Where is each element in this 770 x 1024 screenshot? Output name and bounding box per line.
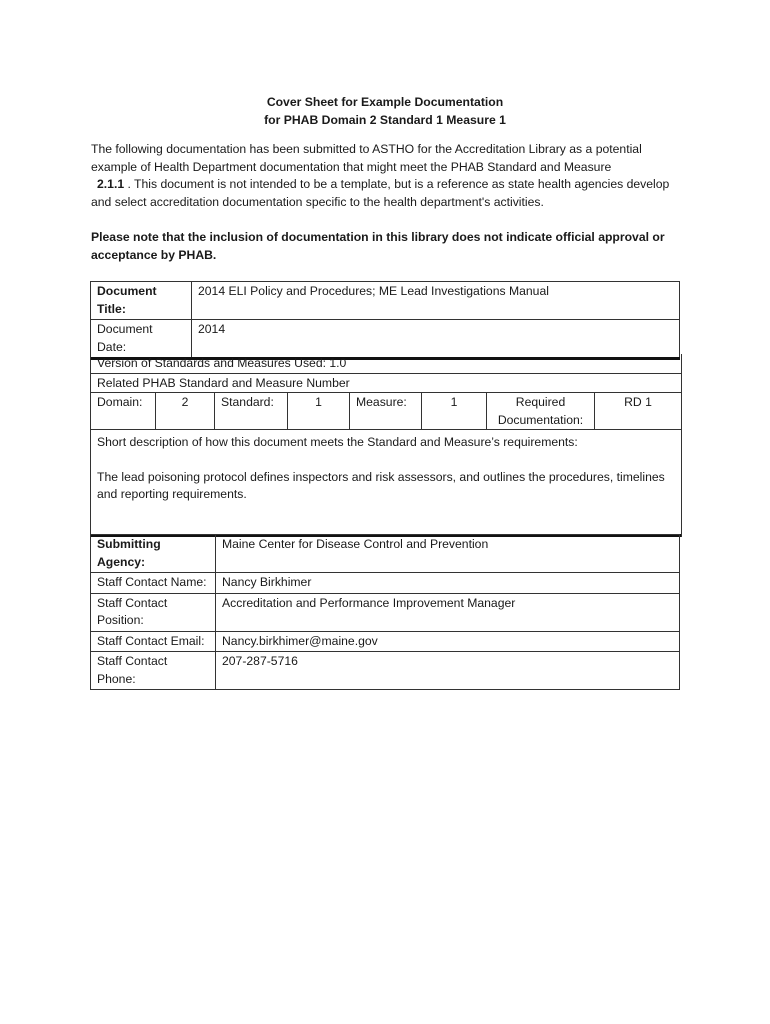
intro-text-after: . This document is not intended to be a template, but is a reference as state health agencies develop and select accreditation documentation specific to the health department's activities.	[91, 177, 670, 209]
document-date-row	[91, 320, 680, 359]
domain-row	[91, 393, 681, 430]
contact-phone-label: Staff Contact Phone:	[91, 652, 216, 690]
related-line: Related PHAB Standard and Measure Number	[91, 374, 681, 394]
short-description	[91, 430, 681, 537]
page-title	[0, 94, 770, 129]
standards-block	[90, 354, 682, 537]
contact-position-row	[91, 593, 680, 631]
intro-text-before: The following documentation has been submitted to ASTHO for the Accreditation Library as a potential example of Health Department documentation that might meet the PHAB Standard and Measure	[91, 142, 642, 174]
contact-email-value: Nancy.birkhimer@maine.gov	[216, 631, 680, 652]
short-description-text: The lead poisoning protocol defines inspectors and risk assessors, and outlines the procedures, timelines and reporting requirements.	[97, 469, 665, 501]
contact-name-row	[91, 573, 680, 594]
measure-label: Measure:	[350, 393, 422, 429]
domain-label: Domain:	[91, 393, 156, 429]
contact-position-value: Accreditation and Performance Improvement Manager	[216, 593, 680, 631]
domain-value: 2	[156, 393, 215, 429]
required-documentation-label: Required Documentation:	[487, 393, 595, 429]
approval-note: Please note that the inclusion of documentation in this library does not indicate official approval or acceptance by PHAB.	[91, 230, 665, 262]
document-title-label: Document Title:	[91, 282, 192, 320]
agency-value: Maine Center for Disease Control and Prevention	[216, 535, 680, 573]
contact-name-label: Staff Contact Name:	[91, 573, 216, 594]
standard-value: 1	[288, 393, 350, 429]
version-line: Version of Standards and Measures Used: 1.0	[91, 354, 681, 374]
contact-phone-row	[91, 652, 680, 690]
document-title-row	[91, 282, 680, 320]
document-info-table	[90, 281, 680, 360]
measure-number: 2.1.1	[97, 177, 125, 191]
contact-email-label: Staff Contact Email:	[91, 631, 216, 652]
document-date-label: Document Date:	[91, 320, 192, 359]
agency-row	[91, 535, 680, 573]
contact-phone-value: 207-287-5716	[216, 652, 680, 690]
measure-value: 1	[422, 393, 487, 429]
contact-email-row	[91, 631, 680, 652]
required-documentation-value: RD 1	[624, 395, 652, 409]
short-description-label: Short description of how this document meets the Standard and Measure’s requirements:	[97, 435, 578, 449]
intro-paragraph	[91, 141, 691, 211]
standard-label: Standard:	[215, 393, 288, 429]
agency-label: Submitting Agency:	[91, 535, 216, 573]
title-line-2: for PHAB Domain 2 Standard 1 Measure 1	[264, 112, 506, 127]
contact-position-label: Staff Contact Position:	[91, 593, 216, 631]
title-line-1: Cover Sheet for Example Documentation	[266, 95, 504, 109]
document-title-value: 2014 ELI Policy and Procedures; ME Lead Investigations Manual	[192, 282, 680, 320]
contact-table	[90, 534, 680, 690]
contact-name-value: Nancy Birkhimer	[216, 573, 680, 594]
document-date-value: 2014	[192, 320, 680, 359]
